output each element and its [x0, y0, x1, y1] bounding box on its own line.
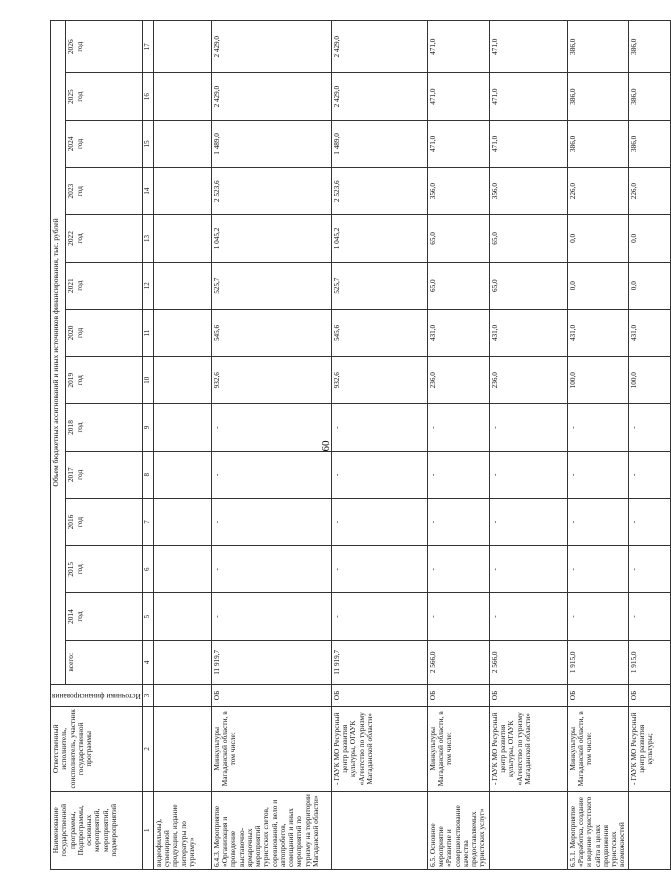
cell-value	[153, 262, 211, 309]
cell-value: -	[211, 498, 331, 545]
cell-executor: - ГАУК МО Ресурсный центр развития культуры, ОГАУК «Агентство по туризму Магаданской области»	[489, 707, 567, 791]
cell-value: -	[489, 593, 567, 640]
column-number: 4	[142, 640, 153, 684]
cell-value: 525,7	[331, 262, 427, 309]
cell-name: видеофильмы), сувенирной продукции, издание литературы по туризму»	[153, 791, 211, 869]
cell-value: 386,0	[628, 120, 670, 167]
cell-value: -	[427, 451, 489, 498]
cell-value: -	[331, 451, 427, 498]
cell-value	[153, 168, 211, 215]
header-year: 2025 год	[66, 73, 143, 120]
cell-value: 471,0	[489, 120, 567, 167]
column-number: 13	[142, 215, 153, 262]
cell-total: 1 915,0	[567, 640, 628, 684]
header-executor: Ответственный исполнитель, соисполнитель, участник государственной программы	[51, 707, 143, 791]
cell-value: 226,0	[567, 168, 628, 215]
cell-executor: Минкультуры Магаданской области, в том числе:	[567, 707, 628, 791]
cell-value: -	[331, 404, 427, 451]
cell-value: 386,0	[628, 73, 670, 120]
cell-total: 1 915,0	[628, 640, 670, 684]
cell-value: 65,0	[427, 262, 489, 309]
cell-value: -	[628, 498, 670, 545]
cell-value: 65,0	[489, 262, 567, 309]
cell-name	[489, 791, 567, 869]
table-row	[489, 21, 567, 870]
column-number: 14	[142, 168, 153, 215]
header-year: 2016 год	[66, 498, 143, 545]
column-number: 10	[142, 357, 153, 404]
cell-value: 1 489,0	[331, 120, 427, 167]
cell-value: -	[211, 451, 331, 498]
table-row	[331, 21, 427, 870]
cell-value: 1 045,2	[331, 215, 427, 262]
cell-value	[153, 73, 211, 120]
cell-value: 2 429,0	[211, 21, 331, 74]
cell-value	[153, 21, 211, 74]
cell-value: 1 489,0	[211, 120, 331, 167]
cell-value	[153, 357, 211, 404]
column-number: 11	[142, 309, 153, 356]
cell-value	[153, 546, 211, 593]
cell-value: -	[489, 546, 567, 593]
column-number: 15	[142, 120, 153, 167]
header-year: 2019 год	[66, 357, 143, 404]
cell-value: 236,0	[489, 357, 567, 404]
financing-table	[50, 20, 671, 870]
cell-name: 6.5. Основное мероприятие «Развитие и совершенствование качества предоставляемых туристских услуг»	[427, 791, 489, 869]
cell-source: ОБ	[489, 684, 567, 706]
column-number: 3	[142, 684, 153, 706]
table-body	[153, 21, 670, 870]
header-year: 2014 год	[66, 593, 143, 640]
cell-value: -	[211, 593, 331, 640]
column-number: 8	[142, 451, 153, 498]
cell-value: -	[567, 404, 628, 451]
cell-value: 0,0	[628, 262, 670, 309]
cell-value: 0,0	[567, 262, 628, 309]
cell-value: 471,0	[489, 73, 567, 120]
column-number: 1	[142, 791, 153, 869]
column-number: 9	[142, 404, 153, 451]
cell-total: 2 566,0	[427, 640, 489, 684]
cell-total: 2 566,0	[489, 640, 567, 684]
cell-name	[331, 791, 427, 869]
page-number: 60	[320, 440, 332, 452]
cell-value: 471,0	[427, 120, 489, 167]
cell-value: 932,6	[211, 357, 331, 404]
cell-value: 525,7	[211, 262, 331, 309]
cell-value: 356,0	[427, 168, 489, 215]
header-year: 2026 год	[66, 21, 143, 74]
cell-value: 100,0	[567, 357, 628, 404]
cell-value: 100,0	[628, 357, 670, 404]
header-year: 2023 год	[66, 168, 143, 215]
cell-value: 545,6	[331, 309, 427, 356]
cell-source: ОБ	[427, 684, 489, 706]
cell-value: -	[489, 404, 567, 451]
cell-total: 11 919,7	[211, 640, 331, 684]
cell-value	[153, 309, 211, 356]
column-number: 2	[142, 707, 153, 791]
cell-source: ОБ	[628, 684, 670, 706]
cell-value: 65,0	[489, 215, 567, 262]
header-year: 2020 год	[66, 309, 143, 356]
table-row	[211, 21, 331, 870]
cell-value: 932,6	[331, 357, 427, 404]
cell-value: 386,0	[567, 73, 628, 120]
cell-value: -	[211, 546, 331, 593]
column-number: 17	[142, 21, 153, 74]
cell-value: 236,0	[427, 357, 489, 404]
cell-value: -	[331, 593, 427, 640]
cell-source: ОБ	[211, 684, 331, 706]
cell-source: ОБ	[567, 684, 628, 706]
cell-value: 471,0	[427, 73, 489, 120]
cell-executor: - ГАУК МО Ресурсный центр развития культуры;	[628, 707, 670, 791]
cell-total	[153, 640, 211, 684]
column-number: 16	[142, 73, 153, 120]
table-row	[427, 21, 489, 870]
financing-table-rotated	[50, 20, 655, 870]
cell-value	[153, 404, 211, 451]
header-financing-group: Объем бюджетных ассигнований и иных источников финансирования, тыс. рублей	[51, 21, 66, 685]
cell-value: -	[427, 404, 489, 451]
cell-value: -	[489, 498, 567, 545]
cell-executor: - ГАУК МО Ресурсный центр развития культуры, ОГАУК «Агентство по туризму Магаданской области»	[331, 707, 427, 791]
cell-value: 2 429,0	[331, 21, 427, 74]
cell-value: 2 523,6	[211, 168, 331, 215]
cell-value: -	[628, 546, 670, 593]
cell-value	[153, 451, 211, 498]
table-row	[567, 21, 628, 870]
cell-value: 356,0	[489, 168, 567, 215]
cell-value: -	[211, 404, 331, 451]
cell-value: 2 523,6	[331, 168, 427, 215]
cell-value: 431,0	[489, 309, 567, 356]
header-year: 2017 год	[66, 451, 143, 498]
column-number: 6	[142, 546, 153, 593]
column-number: 5	[142, 593, 153, 640]
cell-value: 471,0	[489, 21, 567, 74]
cell-value	[153, 593, 211, 640]
cell-source: ОБ	[331, 684, 427, 706]
column-number: 7	[142, 498, 153, 545]
cell-value: 2 429,0	[211, 73, 331, 120]
cell-value: -	[427, 546, 489, 593]
cell-value	[153, 498, 211, 545]
cell-value: -	[567, 546, 628, 593]
cell-value: -	[567, 593, 628, 640]
cell-value: 545,6	[211, 309, 331, 356]
cell-executor: Минкультуры Магаданской области, в том числе:	[427, 707, 489, 791]
cell-value: 431,0	[427, 309, 489, 356]
header-year: 2021 год	[66, 262, 143, 309]
cell-value: -	[427, 498, 489, 545]
cell-value: -	[628, 593, 670, 640]
table-row	[153, 21, 211, 870]
cell-value: 386,0	[628, 21, 670, 74]
cell-value: 2 429,0	[331, 73, 427, 120]
cell-value	[153, 215, 211, 262]
cell-value: 226,0	[628, 168, 670, 215]
cell-value: 471,0	[427, 21, 489, 74]
header-source: Источники финансирования	[51, 684, 143, 706]
cell-value: -	[628, 451, 670, 498]
cell-value: 431,0	[628, 309, 670, 356]
column-number: 12	[142, 262, 153, 309]
cell-value: -	[628, 404, 670, 451]
cell-value: 0,0	[628, 215, 670, 262]
cell-value: -	[427, 593, 489, 640]
header-name: Наименование государственной программы, Подпрограммы, основных мероприятий, мероприятий, подмероприятий	[51, 791, 143, 869]
cell-value: -	[567, 498, 628, 545]
cell-value	[153, 120, 211, 167]
header-year: 2024 год	[66, 120, 143, 167]
header-total: всего:	[66, 640, 143, 684]
table-row	[628, 21, 670, 870]
header-year: 2018 год	[66, 404, 143, 451]
cell-value: 1 045,2	[211, 215, 331, 262]
header-year: 2022 год	[66, 215, 143, 262]
cell-total: 11 919,7	[331, 640, 427, 684]
cell-executor	[153, 707, 211, 791]
cell-name: 6.4.3. Мероприятие «Организация и проведение выставочно-ярмарочных мероприятий туристских слетов, соревнований, вело и автопробегов, совещаний и иных мероприятий по туризму на территории Магаданской области»	[211, 791, 331, 869]
cell-value: 0,0	[567, 215, 628, 262]
cell-value: -	[331, 546, 427, 593]
cell-name	[628, 791, 670, 869]
cell-name: 6.5.1. Мероприятие «Разработка, создание и ведение туристского сайта в целях продвижения туристских возможностей	[567, 791, 628, 869]
cell-value: -	[331, 498, 427, 545]
cell-executor: Минкультуры Магаданской области, в том числе:	[211, 707, 331, 791]
cell-source	[153, 684, 211, 706]
cell-value: -	[567, 451, 628, 498]
cell-value: -	[489, 451, 567, 498]
header-year: 2015 год	[66, 546, 143, 593]
cell-value: 65,0	[427, 215, 489, 262]
cell-value: 431,0	[567, 309, 628, 356]
cell-value: 386,0	[567, 21, 628, 74]
cell-value: 386,0	[567, 120, 628, 167]
